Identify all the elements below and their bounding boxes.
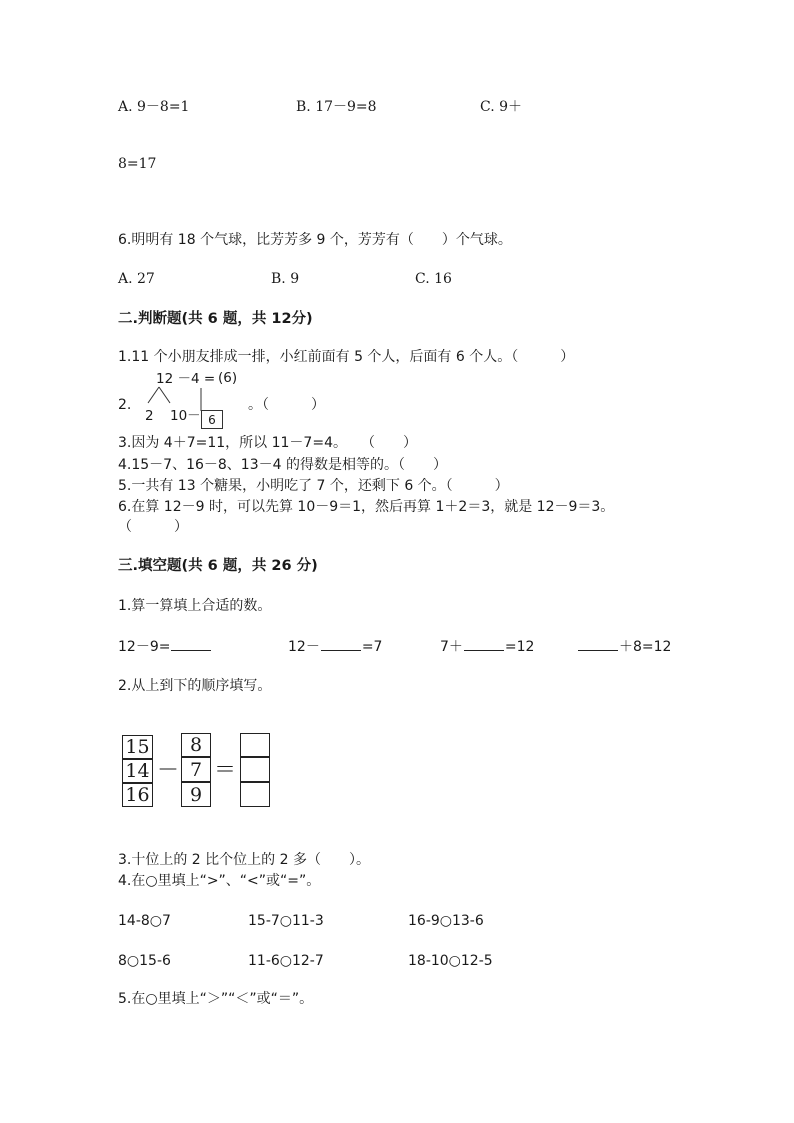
q6-option-a: A. 27 (118, 271, 155, 287)
option-b: B. 17－9=8 (296, 99, 377, 115)
section-3-title: 三.填空题(共 6 题，共 26 分) (118, 558, 318, 574)
option-c-continued: 8=17 (118, 156, 157, 172)
diagram-middle: 10－ (170, 408, 201, 424)
answer-blank[interactable] (578, 637, 618, 651)
diagram-left-number: 2 (145, 408, 154, 424)
diagram-answer: (6) (218, 370, 238, 386)
result-box-2[interactable] (240, 757, 270, 782)
compare-item: 8○15-6 (118, 953, 171, 969)
fill-question-4: 4.在○里填上“>”、“<”或“=”。 (118, 873, 321, 889)
compare-item: 16-9○13-6 (408, 913, 484, 929)
judge-item-4: 4.15－7、16－8、13－4 的得数是相等的。（ ） (118, 457, 447, 473)
compare-item: 11-6○12-7 (248, 953, 324, 969)
subtrahend-box-3: 9 (181, 782, 211, 807)
judge-item-3: 3.因为 4＋7=11，所以 11－7=4。 （ ） (118, 435, 417, 451)
diagram-answer-box: 6 (201, 410, 223, 429)
minus-sign: － (157, 758, 180, 783)
result-box-1[interactable] (240, 733, 270, 757)
answer-blank[interactable] (321, 637, 361, 651)
minuend-box-3: 16 (122, 783, 153, 807)
compare-item: 18-10○12-5 (408, 953, 493, 969)
minuend-box-1: 15 (122, 735, 153, 759)
q6-option-c: C. 16 (415, 271, 452, 287)
equals-sign: ＝ (214, 758, 237, 783)
judge-item-6-paren: （ ） (118, 519, 188, 535)
fill-question-5: 5.在○里填上“＞”“＜”或“＝”。 (118, 991, 314, 1007)
diagram-expression: 12 －4 = (156, 371, 216, 387)
fill-question-1: 1.算一算填上合适的数。 (118, 598, 272, 614)
result-box-3[interactable] (240, 782, 270, 807)
answer-blank[interactable] (171, 637, 211, 651)
fill-item-1: 12－9= (118, 637, 212, 656)
minuend-box-2: 14 (122, 759, 153, 783)
subtrahend-box-2: 7 (181, 757, 211, 782)
judge-item-6: 6.在算 12－9 时，可以先算 10－9＝1，然后再算 1＋2＝3，就是 12－9＝3。 (118, 499, 615, 515)
fill-item-3: 7＋ =12 (440, 639, 535, 655)
q6-option-b: B. 9 (271, 271, 300, 287)
fill-item-4: ＋8=12 (577, 637, 671, 656)
answer-blank[interactable] (464, 637, 504, 651)
question-6: 6.明明有 18 个气球，比芳芳多 9 个，芳芳有（ ）个气球。 (118, 232, 512, 248)
judge-item-2-label: 2. (118, 397, 132, 413)
judge-item-2-tail: 。（ ） (248, 397, 325, 413)
compare-item: 15-7○11-3 (248, 913, 324, 929)
fill-question-3: 3.十位上的 2 比个位上的 2 多（ ）。 (118, 852, 370, 868)
subtrahend-box-1: 8 (181, 733, 211, 757)
option-a: A. 9－8=1 (118, 99, 190, 115)
fill-item-2: 12－ =7 (288, 639, 383, 655)
judge-item-1: 1.11 个小朋友排成一排，小红前面有 5 个人，后面有 6 个人。（ ） (118, 349, 575, 365)
option-c: C. 9＋ (480, 99, 523, 115)
compare-item: 14-8○7 (118, 913, 171, 929)
fill-question-2: 2.从上到下的顺序填写。 (118, 678, 272, 694)
section-2-title: 二.判断题(共 6 题，共 12分) (118, 311, 313, 327)
judge-item-5: 5.一共有 13 个糖果，小明吃了 7 个，还剩下 6 个。（ ） (118, 478, 509, 494)
